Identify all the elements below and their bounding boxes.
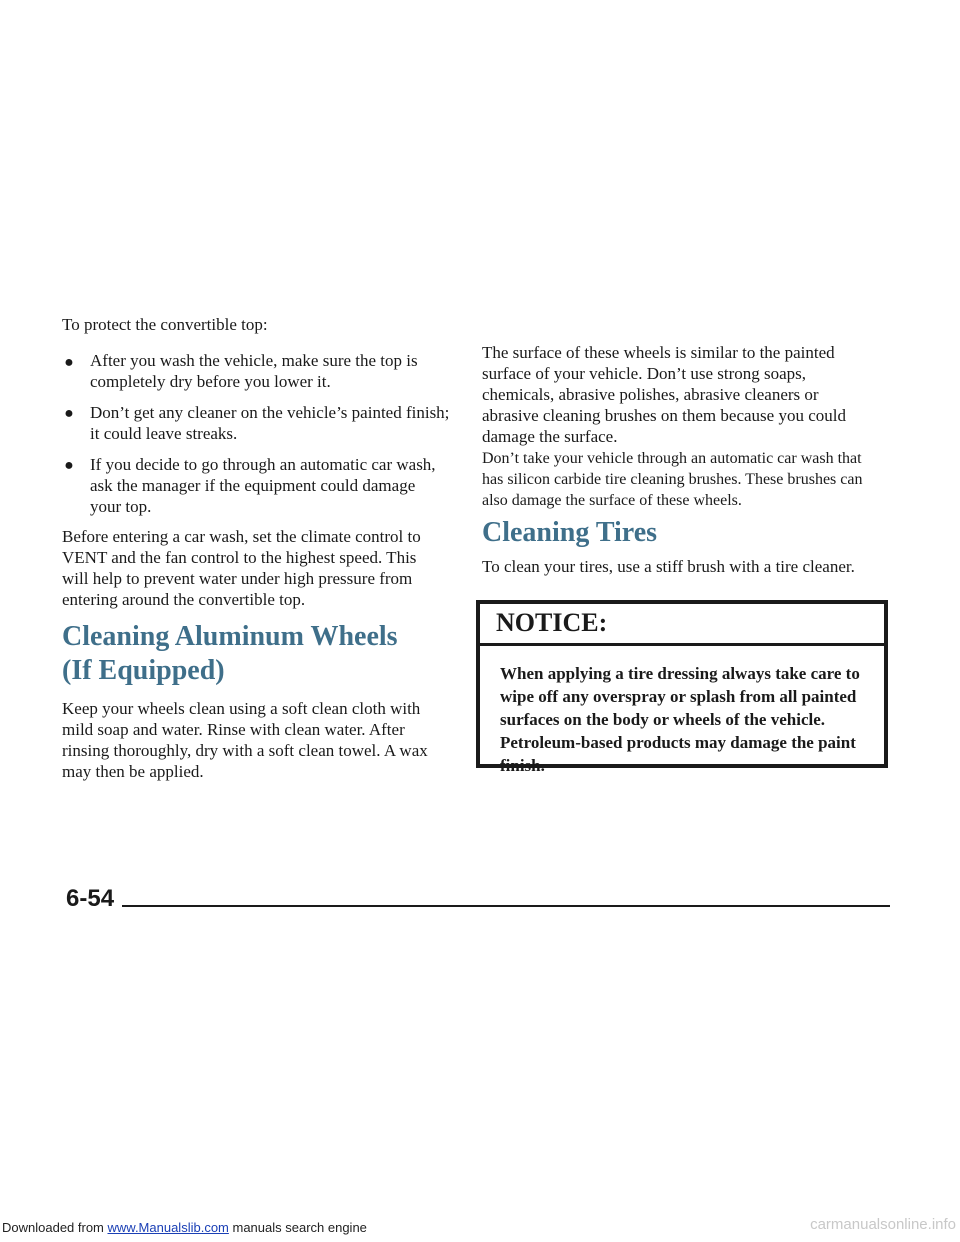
site-watermark: carmanualsonline.info (810, 1216, 956, 1233)
intro-text: To protect the convertible top: (62, 315, 268, 334)
bullet-item-1-line2: completely dry before you lower it. (90, 372, 331, 391)
notice-title: NOTICE: (480, 604, 884, 646)
footer-rule (90, 905, 890, 907)
tires-paragraph: To clean your tires, use a stiff brush with a tire cleaner. (482, 557, 855, 576)
bullet-item-1-line1: After you wash the vehicle, make sure the top is (90, 351, 418, 370)
bullet-icon: ● (64, 354, 74, 371)
bullet-item-2-line2: it could leave streaks. (90, 424, 238, 443)
bullet-item-3-line1: If you decide to go through an automatic car wash, (90, 455, 436, 474)
wheels-heading-line1: Cleaning Aluminum Wheels (62, 621, 398, 652)
car-wash-paragraph: Before entering a car wash, set the climate control to VENT and the fan control to the highest speed. This will help to prevent water under high pressure from entering around the convertible top. (62, 527, 421, 609)
bullet-item-2-line1: Don’t get any cleaner on the vehicle’s painted finish; (90, 403, 450, 422)
page-number: 6-54 (66, 884, 122, 914)
watermark-prefix: Downloaded from (2, 1220, 108, 1235)
bullet-item-3-line3: your top. (90, 497, 152, 516)
bullet-icon: ● (64, 457, 74, 474)
watermark-suffix: manuals search engine (228, 1220, 367, 1235)
wheels-heading-line2: (If Equipped) (62, 655, 225, 686)
tires-heading: Cleaning Tires (482, 517, 658, 548)
notice-box (476, 600, 888, 775)
bullet-icon: ● (64, 405, 74, 422)
wheels-paragraph: Keep your wheels clean using a soft clean cloth with mild soap and water. Rinse with clean water. After rinsing thoroughly, dry with a soft clean towel. A wax may then be applied. (62, 699, 428, 781)
manualslib-link[interactable]: www.Manualslib.com (107, 1220, 229, 1235)
surface-paragraph: The surface of these wheels is similar to the painted surface of your vehicle. Don’t use strong soaps, chemicals, abrasive polishes, abrasive cleaners or abrasive cleaning brushes on them because you could damage the surface. (482, 343, 846, 446)
bullet-item-3 (90, 454, 450, 517)
bullet-item-3-line2: ask the manager if the equipment could damage (90, 476, 416, 495)
bullet-item-1 (90, 350, 450, 392)
notice-body: When applying a tire dressing always take care to wipe off any overspray or splash from all painted surfaces on the body or wheels of the vehicle. Petroleum-based products may damage the paint finish. (500, 664, 860, 775)
bullet-item-2 (90, 402, 460, 444)
brushes-paragraph: Don’t take your vehicle through an automatic car wash that has silicon carbide tire cleaning brushes. These brushes can also damage the surface of these wheels. (482, 450, 863, 509)
